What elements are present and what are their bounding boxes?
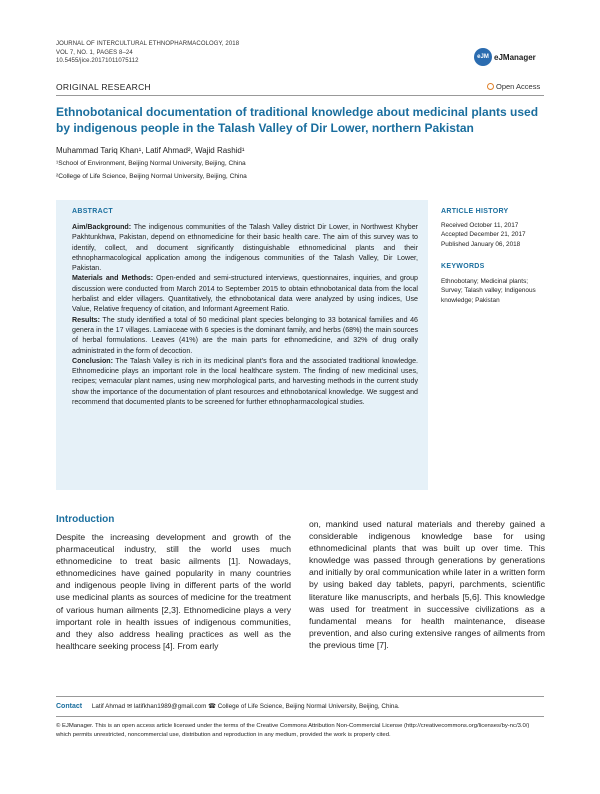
article-history [441,221,546,249]
logo-badge-icon: eJM [474,48,492,66]
section-label: ORIGINAL RESEARCH [56,82,151,92]
conclusion-text: The Talash Valley is rich in its medicinal plant’s flora and the associated traditional knowledge. Ethnomedicine plays an important role in the local healthcare system. The finding of new medicinal uses, recipes; vernacular plant names, using new morphological parts, and harvesting methods in the current study show the importance of the documentation of plant resources and ethnobotanical knowledge. We suggest and recommend that documented plants to be screened for further ethnopharmacological studies. [72,356,418,407]
affiliation-1: ¹School of Environment, Beijing Normal University, Beijing, China [56,160,246,167]
contact-text: Latif Ahmad ✉ latifkhan1989@gmail.com ☎ College of Life Science, Beijing Normal University, Beijing, China. [91,703,400,710]
authors: Muhammad Tariq Khan¹, Latif Ahmad², Wajid Rashid¹ [56,146,245,155]
journal-volume: VOL 7, NO. 1, PAGES 8–24 [56,49,133,56]
abstract-results [72,315,418,356]
keywords-text: Ethnobotany; Medicinal plants; Survey; Talash valley; Indigenous knowledge; Pakistan [441,278,536,304]
methods-label: Materials and Methods: [72,274,154,283]
open-access-label: Open Access [496,82,541,91]
article-history-heading: ARTICLE HISTORY [441,208,509,215]
methods-text: Open-ended and semi-structured interviews, questionnaires, inquiries, and group discussion were conducted from March 2014 to September 2015 to obtain ethnobotanical data from the local herbalist and elder villagers. Quantitatively, the ethnobotanical data were analyzed by using indices, Use Value, Relative frequency of citation, and Informant Agreement Ratio. [72,274,418,314]
abstract-aim [72,222,418,273]
history-received: Received October 11, 2017 [441,222,519,229]
introduction-heading: Introduction [56,514,115,525]
introduction-column-2: on, mankind used natural materials and thereby gained a considerable indigenous knowledge base for using ethnomedicinal plants that was built up over time. This knowledge was passed through generations by generations and initially by oral communication while later in a written form by using baked day tablets, papyri, parchments, scientific literature like manuscripts, and herbals [5,6]. This knowledge was used for treatment in successive civilizations as a fundamental means for health maintenance, disease prevention, and also curing extensive ranges of ailments from the previous time [7]. [309,519,545,650]
conclusion-label: Conclusion: [72,356,113,365]
contact-label: Contact [56,703,83,710]
ejmanager-logo [474,48,536,66]
affiliation-2: ²College of Life Science, Beijing Normal University, Beijing, China [56,173,247,180]
contact-divider [56,716,544,717]
article-title [56,104,546,136]
title-line-1: Ethnobotanical documentation of traditional knowledge about medicinal plants used [56,105,539,119]
open-access-icon [487,83,494,90]
journal-name: JOURNAL OF INTERCULTURAL ETHNOPHARMACOLOGY, 2018 [56,41,240,47]
aim-label: Aim/Background: [72,223,132,231]
abstract-body [72,222,418,407]
results-text: The study identified a total of 50 medicinal plant species belonging to 33 botanical families and 46 genera in the 17 villages. Lamiaceae with 6 species is the dominant family, and herbs (68%) the main sources of herbal formulations. Leaves (41%) are the main parts for ethnomedicine, and 32% of drug orally administrated in the form of decoction. [72,315,418,355]
footer-divider [56,696,544,697]
abstract-methods [72,273,418,314]
aim-text: The indigenous communities of the Talash Valley district Dir Lower, in Northwest Khyber Pakhtunkhwa, Pakistan, depend on ethnomedicine for their basic health care. The aim of this survey was to identify, collect, and document significantly distinguishable ethnomedicinal plants and their ethnopharmacological application among the indigenous communities of the Talash Valley, Dir Lower, Pakistan. [72,223,418,273]
license-text: © EJManager. This is an open access article licensed under the terms of the Creative Commons Attribution Non-Commercial License (http://creativecommons.org/licenses/by-nc/3.0/) which permits unrestricted, noncommercial use, distribution and reproduction in any medium, provided the work is properly cited. [56,723,530,738]
journal-doi: 10.5455/jice.20171011075112 [56,58,139,64]
keywords-heading: KEYWORDS [441,263,485,270]
history-accepted: Accepted December 21, 2017 [441,231,526,239]
contact [56,703,400,710]
abstract-conclusion [72,356,418,407]
logo-text: eJManager [494,52,536,62]
title-line-2: by indigenous people in the Talash Valley of Dir Lower, northern Pakistan [56,121,474,135]
header-divider [56,95,544,96]
open-access-badge [487,82,540,91]
history-published: Published January 06, 2018 [441,240,521,248]
results-label: Results: [72,315,100,324]
journal-meta [56,40,239,66]
introduction-column-1: Despite the increasing development and growth of the pharmaceutical industry, still the world uses much ethnomedicine to treat basic ailments [1]. Nowadays, ethnomedicines have gained popularity in many countries and indigenous people living in different parts of the world use medicinal plants as sources of medicine for the treatment of various human ailments [2,3]. Ethnomedicine plays a very important role in health issues of indigenous communities, and they also address healing practices as well as the healthcare seeking process [4]. From early [56,532,291,651]
abstract-heading: ABSTRACT [72,208,113,215]
